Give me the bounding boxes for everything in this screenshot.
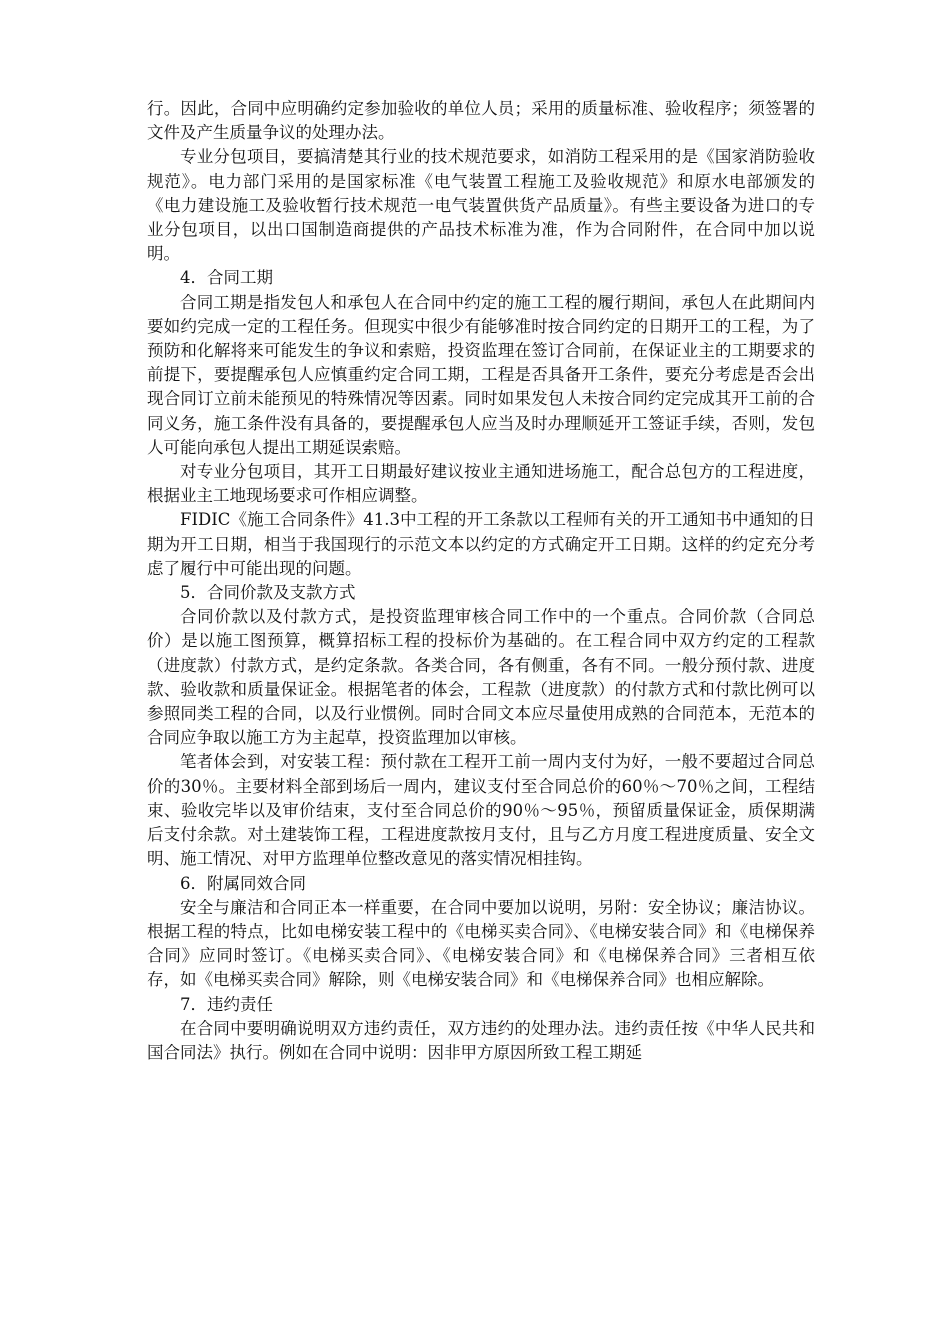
section-heading-5: 5．合同价款及支款方式 [180, 583, 356, 603]
paragraph-fidic: FIDIC《施工合同条件》41.3中工程的开工条款以工程师有关的开工通知书中通知的日期为开工日期，相当于我国现行的示范文本以约定的方式确定开工日期。这样的约定充分考虑了履行中可能出现的问题。 [147, 510, 815, 578]
paragraph-contract-period: 合同工期是指发包人和承包人在合同中约定的施工工程的履行期间，承包人在此期间内要如约完成一定的工程任务。但现实中很少有能够准时按合同约定的日期开工的工程，为了预防和化解将来可能发生的争议和索赔，投资监理在签订合同前，在保证业主的工期要求的前提下，要提醒承包人应慎重约定合同工期，工程是否具备开工条件，要充分考虑是否会出现合同订立前未能预见的特殊情况等因素。同时如果发包人未按合同约定完成其开工前的合同义务，施工条件没有具备的，要提醒承包人应当及时办理顺延开工签证手续，否则，发包人可能向承包人提出工期延误索赔。 [147, 292, 815, 457]
document-page [147, 97, 815, 1065]
paragraph-liability: 在合同中要明确说明双方违约责任，双方违约的处理办法。违约责任按《中华人民共和国合同法》执行。例如在合同中说明：因非甲方原因所致工程工期延 [147, 1018, 815, 1062]
section-heading-4: 4．合同工期 [180, 268, 273, 288]
paragraph-payment-experience: 笔者体会到，对安装工程：预付款在工程开工前一周内支付为好，一般不要超过合同总价的30％。主要材料全部到场后一周内，建议支付至合同总价的60％～70％之间，工程结束、验收完毕以及审价结束，支付至合同总价的90％～95％，预留质量保证金，质保期满后支付余款。对土建装饰工程，工程进度款按月支付，且与乙方月度工程进度质量、安全文明、施工情况、对甲方监理单位整改意见的落实情况相挂钩。 [147, 752, 815, 869]
section-heading-7: 7．违约责任 [180, 994, 273, 1014]
paragraph-contract-price: 合同价款以及付款方式，是投资监理审核合同工作中的一个重点。合同价款（合同总价）是以施工图预算，概算招标工程的投标价为基础的。在工程合同中双方约定的工程款（进度款）付款方式，是约定条款。各类合同，各有侧重，各有不同。一般分预付款、进度款、验收款和质量保证金。根据笔者的体会，工程款（进度款）的付款方式和付款比例可以参照同类工程的合同，以及行业惯例。同时合同文本应尽量使用成熟的合同范本，无范本的合同应争取以施工方为主起草，投资监理加以审核。 [147, 607, 815, 748]
paragraph-specialty-subcontract: 专业分包项目，要搞清楚其行业的技术规范要求，如消防工程采用的是《国家消防验收规范》。电力部门采用的是国家标准《电气装置工程施工及验收规范》和原水电部颁发的《电力建设施工及验收暂行技术规范一电气装置供货产品质量》。有些主要设备为进口的专业分包项目，以出口国制造商提供的产品技术标准为准，作为合同附件，在合同中加以说明。 [147, 147, 815, 264]
paragraph-acceptance-cont: 行。因此，合同中应明确约定参加验收的单位人员；采用的质量标准、验收程序；须签署的文件及产生质量争议的处理办法。 [147, 99, 815, 143]
section-heading-6: 6．附属同效合同 [180, 873, 306, 893]
paragraph-subcontract-start: 对专业分包项目，其开工日期最好建议按业主通知进场施工，配合总包方的工程进度，根据业主工地现场要求可作相应调整。 [147, 462, 815, 506]
paragraph-attached-contracts: 安全与廉洁和合同正本一样重要，在合同中要加以说明，另附：安全协议；廉洁协议。根据工程的特点，比如电梯安装工程中的《电梯买卖合同》、《电梯安装合同》和《电梯保养合同》应同时签订。《电梯买卖合同》、《电梯安装合同》和《电梯保养合同》三者相互依存，如《电梯买卖合同》解除，则《电梯安装合同》和《电梯保养合同》也相应解除。 [147, 897, 815, 990]
